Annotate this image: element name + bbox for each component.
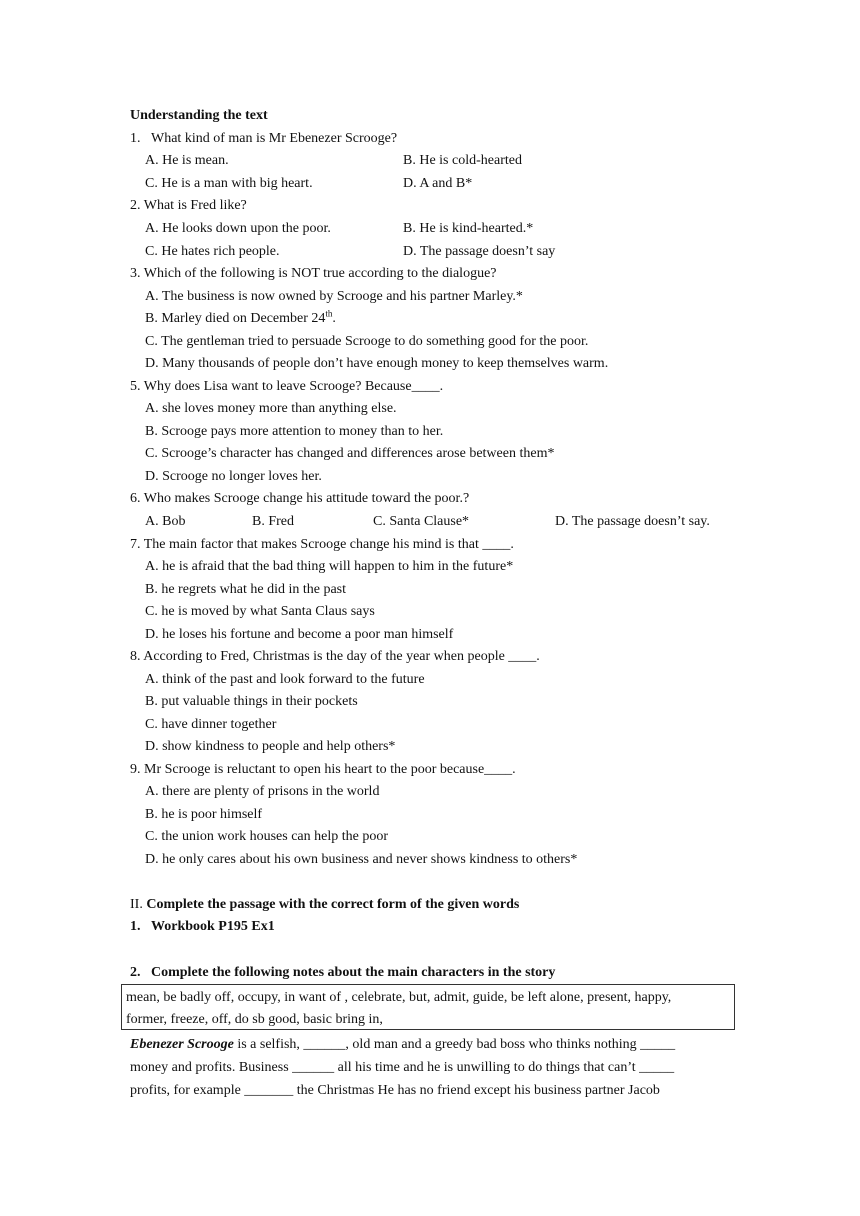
character-name: Ebenezer Scrooge bbox=[130, 1037, 234, 1052]
question-7: 7. The main factor that makes Scrooge change his mind is that ____. bbox=[130, 537, 514, 552]
q3-option-d: D. Many thousands of people don’t have enough money to keep themselves warm. bbox=[145, 356, 609, 371]
word-bank-line-1: mean, be badly off, occupy, in want of , celebrate, but, admit, guide, be left alone, present, happy, bbox=[126, 990, 672, 1005]
question-5: 5. Why does Lisa want to leave Scrooge? Because____. bbox=[130, 379, 444, 394]
section-2-heading bbox=[130, 895, 519, 915]
q3-option-b bbox=[145, 309, 336, 329]
task-item-1: 1. Workbook P195 Ex1 bbox=[130, 919, 275, 934]
question-2: 2. What is Fred like? bbox=[130, 198, 247, 213]
paragraph-line-1 bbox=[130, 1033, 732, 1056]
q1-option-b: B. He is cold-hearted bbox=[403, 153, 522, 168]
word-bank-box bbox=[121, 984, 735, 1030]
q9-option-a: A. there are plenty of prisons in the world bbox=[145, 784, 380, 799]
q1-option-a: A. He is mean. bbox=[145, 153, 229, 168]
q6-option-b: B. Fred bbox=[252, 514, 294, 529]
q1-option-d: D. A and B* bbox=[403, 176, 473, 191]
q5-option-a: A. she loves money more than anything else. bbox=[145, 401, 397, 416]
q3-option-b-superscript: th bbox=[325, 308, 333, 319]
q8-option-a: A. think of the past and look forward to the future bbox=[145, 672, 425, 687]
q9-option-c: C. the union work houses can help the poor bbox=[145, 829, 389, 844]
q3-option-c: C. The gentleman tried to persuade Scrooge to do something good for the poor. bbox=[145, 334, 589, 349]
q9-option-b: B. he is poor himself bbox=[145, 807, 263, 822]
q2-option-c: C. He hates rich people. bbox=[145, 244, 280, 259]
q6-option-a: A. Bob bbox=[145, 514, 186, 529]
q8-option-b: B. put valuable things in their pockets bbox=[145, 694, 358, 709]
q6-option-c: C. Santa Clause* bbox=[373, 514, 470, 529]
q2-option-d: D. The passage doesn’t say bbox=[403, 244, 556, 259]
q7-option-d: D. he loses his fortune and become a poor man himself bbox=[145, 627, 454, 642]
section-heading: Understanding the text bbox=[130, 108, 268, 123]
question-8: 8. According to Fred, Christmas is the day of the year when people ____. bbox=[130, 649, 540, 664]
q6-option-d: D. The passage doesn’t say. bbox=[555, 514, 710, 529]
q1-option-c: C. He is a man with big heart. bbox=[145, 176, 313, 191]
question-6: 6. Who makes Scrooge change his attitude toward the poor.? bbox=[130, 491, 470, 506]
word-bank-line-2: former, freeze, off, do sb good, basic bring in, bbox=[126, 1012, 383, 1027]
q8-option-c: C. have dinner together bbox=[145, 717, 277, 732]
section-2-title: Complete the passage with the correct form of the given words bbox=[146, 897, 520, 912]
q5-option-c: C. Scrooge’s character has changed and differences arose between them* bbox=[145, 446, 555, 461]
task-item-2: 2. Complete the following notes about the main characters in the story bbox=[130, 965, 556, 980]
q5-option-d: D. Scrooge no longer loves her. bbox=[145, 469, 322, 484]
q7-option-b: B. he regrets what he did in the past bbox=[145, 582, 347, 597]
q7-option-a: A. he is afraid that the bad thing will happen to him in the future* bbox=[145, 559, 514, 574]
paragraph-line-2: money and profits. Business ______ all his time and he is unwilling to do things that can’t _____ bbox=[130, 1060, 675, 1075]
question-1: 1. What kind of man is Mr Ebenezer Scrooge? bbox=[130, 131, 398, 146]
q7-option-c: C. he is moved by what Santa Claus says bbox=[145, 604, 375, 619]
paragraph-line-1-text: is a selfish, ______, old man and a greedy bad boss who thinks nothing _____ bbox=[233, 1037, 676, 1052]
q9-option-d: D. he only cares about his own business and never shows kindness to others* bbox=[145, 852, 578, 867]
question-9: 9. Mr Scrooge is reluctant to open his heart to the poor because____. bbox=[130, 762, 516, 777]
q2-option-b: B. He is kind-hearted.* bbox=[403, 221, 534, 236]
q3-option-b-text: B. Marley died on December 24 bbox=[145, 311, 326, 326]
section-2-number: II. bbox=[130, 897, 147, 912]
paragraph-line-3: profits, for example _______ the Christmas He has no friend except his business partner Jacob bbox=[130, 1083, 660, 1098]
q2-option-a: A. He looks down upon the poor. bbox=[145, 221, 331, 236]
q5-option-b: B. Scrooge pays more attention to money than to her. bbox=[145, 424, 444, 439]
notes-paragraph bbox=[130, 1033, 732, 1102]
q8-option-d: D. show kindness to people and help others* bbox=[145, 739, 396, 754]
q3-option-a: A. The business is now owned by Scrooge and his partner Marley.* bbox=[145, 289, 523, 304]
q3-option-b-period: . bbox=[332, 311, 336, 326]
question-3: 3. Which of the following is NOT true according to the dialogue? bbox=[130, 266, 497, 281]
